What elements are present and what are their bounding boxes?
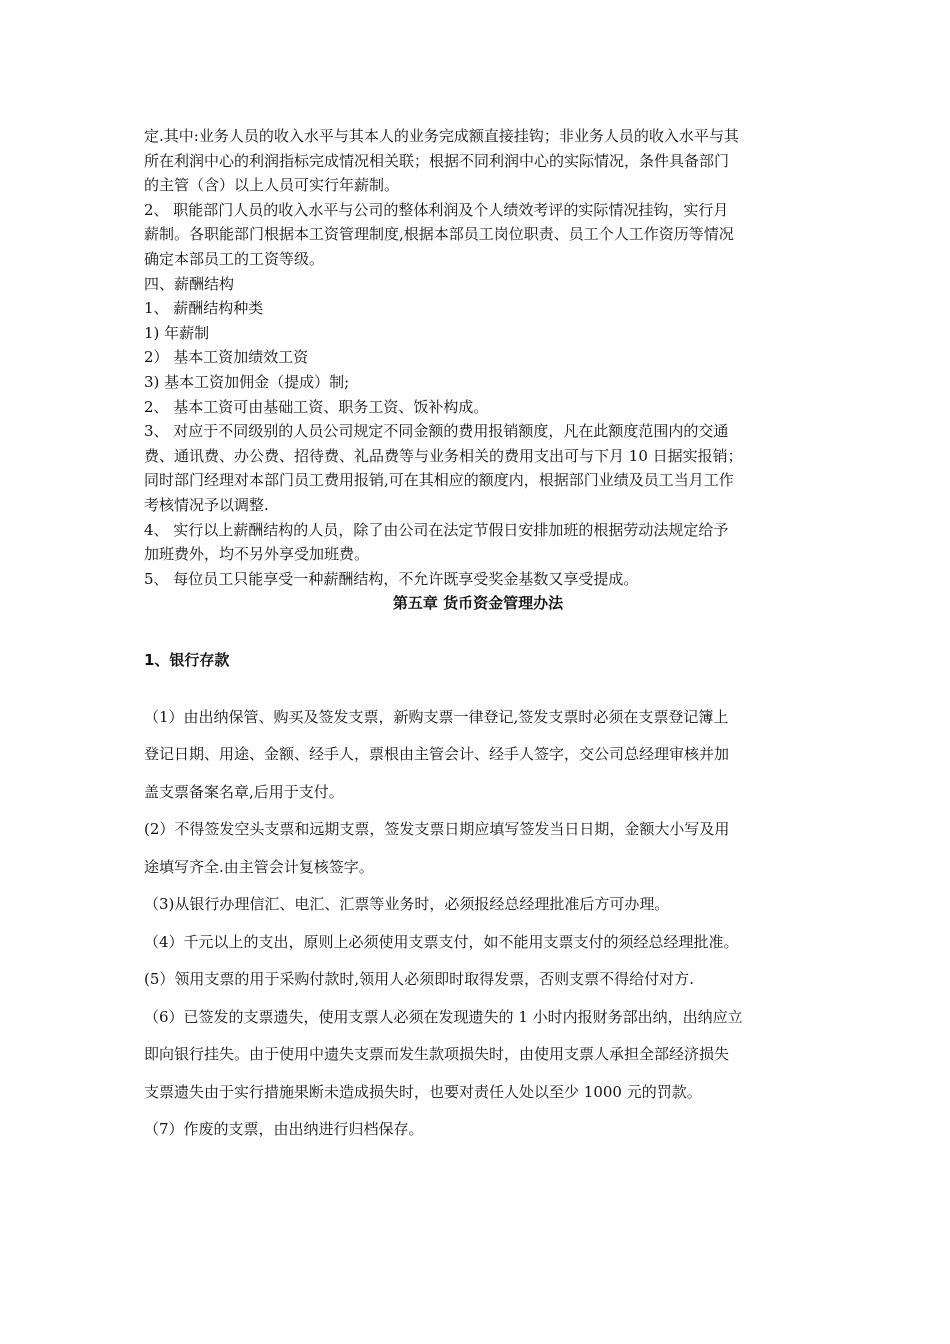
salary-structure-text xyxy=(144,124,812,616)
text-line: 四、薪酬结构 xyxy=(144,274,235,293)
text-line: (5）领用支票的用于采购付款时,领用人必须即时取得发票，否则支票不得给付对方. xyxy=(144,970,694,989)
text-line: 即向银行挂失。由于使用中遗失支票而发生款项损失时，由使用支票人承担全部经济损失 xyxy=(144,1045,730,1064)
text-line: （6）已签发的支票遗失，使用支票人必须在发现遗失的 1 小时内报财务部出纳，出纳应立 xyxy=(144,1007,743,1026)
text-line: （1）由出纳保管、购买及签发支票，新购支票一律登记,签发支票时必须在支票登记簿上 xyxy=(144,707,729,726)
text-line: 2） 基本工资加绩效工资 xyxy=(144,348,309,367)
text-line: 同时部门经理对本部门员工费用报销,可在其相应的额度内，根据部门业绩及员工当月工作 xyxy=(144,471,734,490)
text-line: 2、 基本工资可由基础工资、职务工资、饭补构成。 xyxy=(144,397,489,416)
text-line: （7）作废的支票，由出纳进行归档保存。 xyxy=(144,1120,424,1139)
text-line: 1、 薪酬结构种类 xyxy=(144,299,264,318)
document-body xyxy=(144,124,812,1149)
text-line: 的主管（含）以上人员可实行年薪制。 xyxy=(144,176,400,195)
text-line: 盖支票备案名章,后用于支付。 xyxy=(144,782,344,801)
text-line: （4）千元以上的支出，原则上必须使用支票支付，如不能用支票支付的须经总经理批准。 xyxy=(144,932,739,951)
text-line: 费、通讯费、办公费、招待费、礼品费等与业务相关的费用支出可与下月 10 日据实报销； xyxy=(144,446,743,465)
text-line: 登记日期、用途、金额、经手人，票根由主管会计、经手人签字，交公司总经理审核并加 xyxy=(144,745,730,764)
text-line: 5、 每位员工只能享受一种薪酬结构，不允许既享受奖金基数又享受提成。 xyxy=(144,569,639,588)
section-heading: 1、银行存款 xyxy=(144,650,230,669)
text-line: 途填写齐全.由主管会计复核签字。 xyxy=(144,857,374,876)
text-line: 确定本部员工的工资等级。 xyxy=(144,249,325,268)
text-line: （3)从银行办理信汇、电汇、汇票等业务时，必须报经总经理批准后方可办理。 xyxy=(144,895,670,914)
text-line: (2）不得签发空头支票和远期支票，签发支票日期应填写签发当日日期，金额大小写及用 xyxy=(144,820,730,839)
text-line: 1) 年薪制 xyxy=(144,323,210,342)
text-line: 加班费外，均不另外享受加班费。 xyxy=(144,545,370,564)
bank-deposit-rules xyxy=(144,699,812,1149)
text-line: 2、 职能部门人员的收入水平与公司的整体利润及个人绩效考评的实际情况挂钩，实行月 xyxy=(144,200,729,219)
text-line: 定.其中:业务人员的收入水平与其本人的业务完成额直接挂钩；非业务人员的收入水平与其 xyxy=(144,127,739,145)
chapter-title: 第五章 货币资金管理办法 xyxy=(392,594,564,613)
text-line: 薪制。各职能部门根据本工资管理制度,根据本部员工岗位职责、员工个人工作资历等情况 xyxy=(144,225,734,244)
text-line: 3、 对应于不同级别的人员公司规定不同金额的费用报销额度，凡在此额度范围内的交通 xyxy=(144,422,729,441)
text-line: 3) 基本工资加佣金（提成）制; xyxy=(144,372,350,391)
text-line: 支票遗失由于实行措施果断未造成损失时，也要对责任人处以至少 1000 元的罚款。 xyxy=(144,1082,702,1101)
text-line: 考核情况予以调整. xyxy=(144,495,269,514)
text-line: 所在利润中心的利润指标完成情况相关联；根据不同利润中心的实际情况，条件具备部门 xyxy=(144,151,730,170)
text-line: 4、 实行以上薪酬结构的人员，除了由公司在法定节假日安排加班的根据劳动法规定给予 xyxy=(144,520,729,539)
